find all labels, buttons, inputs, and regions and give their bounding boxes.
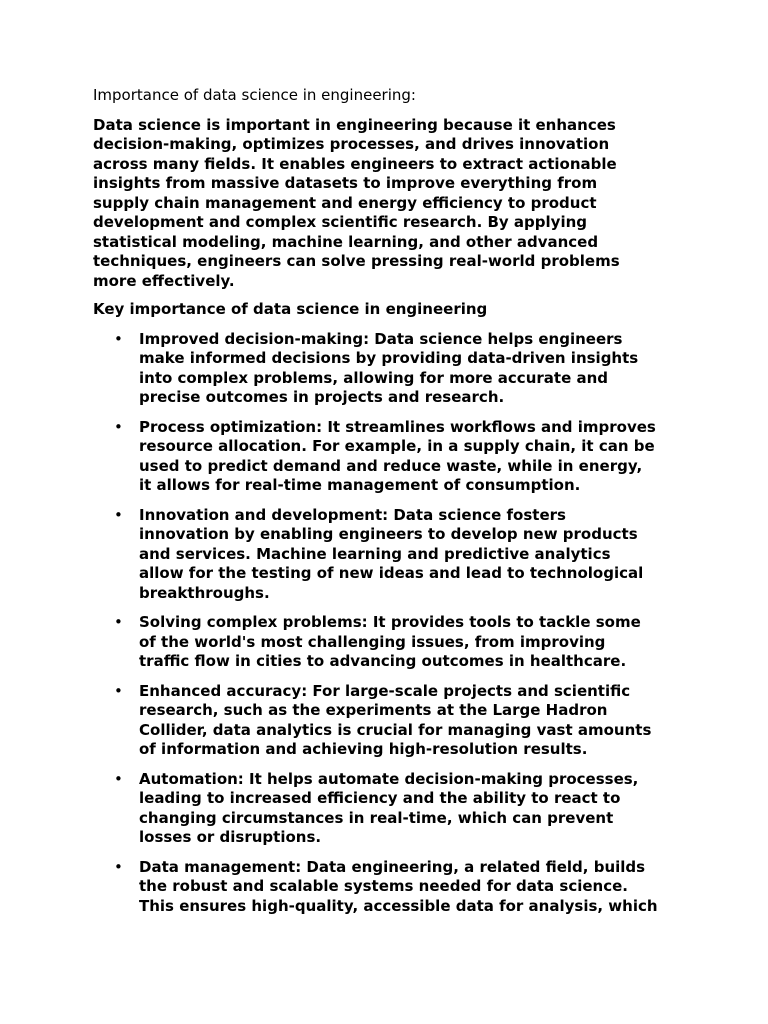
list-item — [93, 858, 683, 917]
key-importance-subheading: Key importance of data science in engineering — [93, 300, 488, 318]
intro-line: techniques, engineers can solve pressing real-world problems — [93, 252, 620, 270]
list-item-line: of information and achieving high-resolution results. — [139, 740, 588, 758]
intro-line: more effectively. — [93, 271, 235, 290]
list-item-line: the robust and scalable systems needed for data science. — [139, 877, 628, 895]
list-item-line: This ensures high-quality, accessible data for analysis, which — [139, 896, 658, 915]
list-item-line: Improved decision-making: Data science helps engineers — [139, 329, 623, 348]
list-item-line: traffic flow in cities to advancing outcomes in healthcare. — [139, 652, 627, 670]
importance-list — [93, 330, 683, 917]
bullet-icon: • — [114, 681, 123, 700]
document-heading: Importance of data science in engineering: — [93, 86, 416, 104]
list-item-line: and services. Machine learning and predictive analytics — [139, 544, 611, 563]
list-item-line: allow for the testing of new ideas and lead to technological — [139, 564, 644, 582]
bullet-icon: • — [114, 329, 123, 348]
intro-line: statistical modeling, machine learning, and other advanced — [93, 232, 599, 251]
list-item-line: breakthroughs. — [139, 583, 270, 602]
document-page — [93, 86, 683, 926]
bullet-icon: • — [114, 857, 123, 876]
intro-paragraph — [93, 116, 683, 292]
intro-line: supply chain management and energy efficiency to product — [93, 193, 597, 212]
list-item — [93, 613, 683, 672]
list-item — [93, 418, 683, 496]
list-item-line: Collider, data analytics is crucial for managing vast amounts — [139, 720, 652, 739]
list-item-line: make informed decisions by providing data-driven insights — [139, 349, 639, 367]
list-item-line: innovation by enabling engineers to develop new products — [139, 525, 638, 543]
intro-line: across many fields. It enables engineers to extract actionable — [93, 154, 617, 173]
list-item-line: Automation: It helps automate decision-making processes, — [139, 769, 639, 788]
list-item — [93, 330, 683, 408]
list-item-line: Solving complex problems: It provides tools to tackle some — [139, 613, 641, 631]
list-item-line: into complex problems, allowing for more accurate and — [139, 368, 608, 387]
intro-line: development and complex scientific research. By applying — [93, 213, 588, 231]
list-item-line: Enhanced accuracy: For large-scale projects and scientific — [139, 681, 631, 700]
list-item-line: resource allocation. For example, in a supply chain, it can be — [139, 437, 655, 455]
list-item-line: Data management: Data engineering, a related field, builds — [139, 857, 646, 876]
list-item-line: changing circumstances in real-time, which can prevent — [139, 808, 614, 827]
list-item-line: losses or disruptions. — [139, 828, 322, 846]
list-item-line: it allows for real-time management of consumption. — [139, 476, 581, 494]
list-item-line: used to predict demand and reduce waste, while in energy, — [139, 456, 643, 475]
bullet-icon: • — [114, 417, 123, 436]
list-item-line: precise outcomes in projects and research. — [139, 388, 505, 406]
bullet-icon: • — [114, 613, 123, 631]
intro-line: Data science is important in engineering because it enhances — [93, 115, 616, 134]
list-item-line: of the world's most challenging issues, from improving — [139, 632, 606, 651]
intro-line: insights from massive datasets to improve everything from — [93, 174, 598, 192]
list-item — [93, 682, 683, 760]
list-item — [93, 506, 683, 604]
list-item — [93, 770, 683, 848]
intro-line: decision-making, optimizes processes, and drives innovation — [93, 135, 610, 153]
list-item-line: research, such as the experiments at the Large Hadron — [139, 701, 608, 719]
list-item-line: Process optimization: It streamlines workflows and improves — [139, 417, 656, 436]
bullet-icon: • — [114, 769, 123, 788]
list-item-line: leading to increased efficiency and the ability to react to — [139, 789, 621, 807]
bullet-icon: • — [114, 505, 123, 524]
list-item-line: Innovation and development: Data science fosters — [139, 505, 566, 524]
